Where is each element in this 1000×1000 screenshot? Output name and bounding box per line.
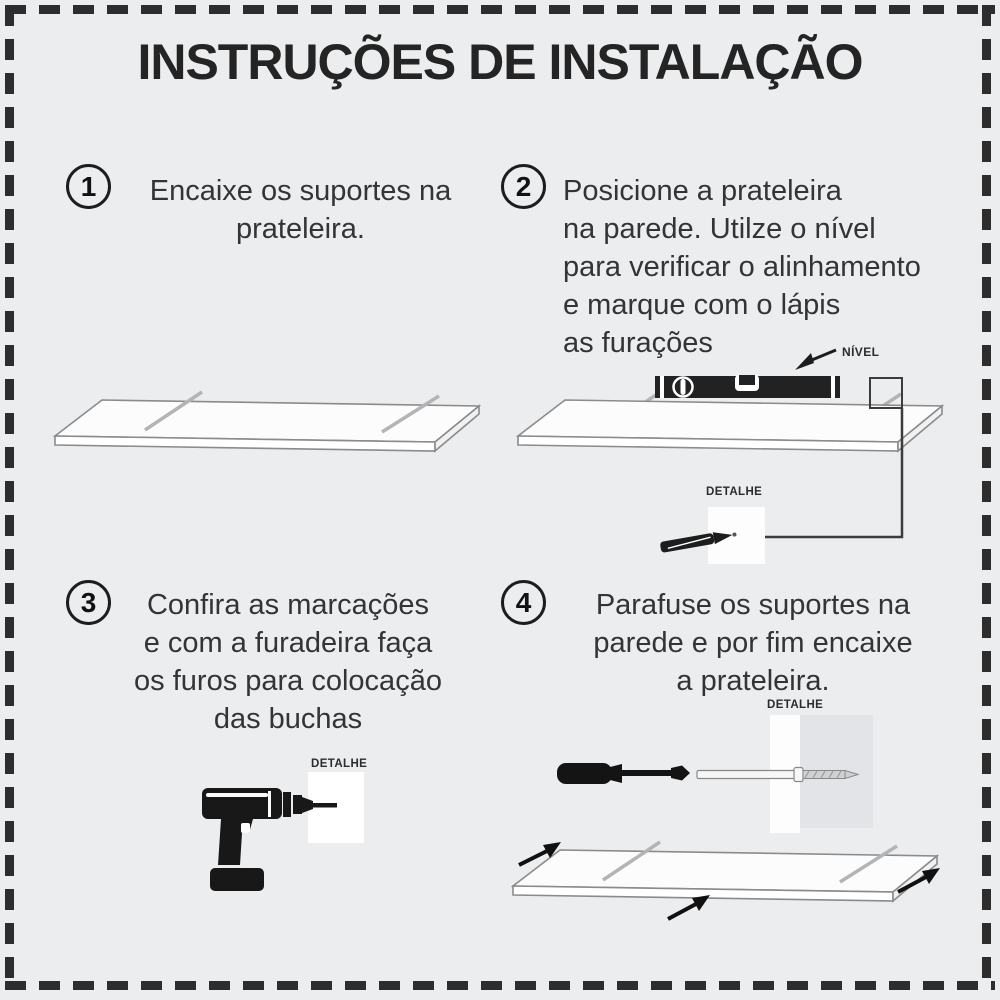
- shelf-top-face: [518, 400, 942, 442]
- level-endcap-left: [660, 376, 664, 398]
- screwdriver-icon: [557, 763, 690, 784]
- step3-line2: e com a furadeira faça: [143, 627, 433, 659]
- level-center-notch: [739, 375, 755, 385]
- direction-arrow-icon: [668, 895, 710, 919]
- step3-number-badge: 3: [66, 580, 111, 625]
- shelf-top-face: [513, 850, 937, 892]
- detalhe-label-step3: DETALHE: [311, 758, 368, 770]
- step1-number-badge: 1: [66, 164, 111, 209]
- step3-line3: os furos para colocação: [134, 665, 442, 697]
- step4-line1: Parafuse os suportes na: [595, 589, 911, 621]
- step4-line2: parede e por fim encaixe: [593, 627, 913, 659]
- step2-text: [563, 172, 973, 362]
- shelf-board-icon: [513, 842, 937, 901]
- step3-drill-illustration: [175, 752, 375, 902]
- step4-assembly-illustration: [505, 690, 965, 958]
- step4-number-badge: 4: [501, 580, 546, 625]
- detalhe-label-step2: DETALHE: [706, 486, 763, 498]
- shelf-board-icon: [55, 400, 479, 442]
- step2-number-badge: 2: [501, 164, 546, 209]
- step4-line3: a prateleira.: [676, 665, 830, 697]
- step2-line2: na parede. Utilze o nível: [563, 213, 876, 245]
- step4-text: [553, 586, 953, 700]
- nivel-arrow-icon: [795, 350, 836, 370]
- step3-line1: Confira as marcações: [146, 589, 430, 621]
- step2-line4: e marque com o lápis: [563, 289, 841, 321]
- step2-line1: Posicione a prateleira: [563, 175, 842, 207]
- level-bubble-vial: [681, 379, 686, 395]
- step1-line2: prateleira.: [236, 213, 365, 245]
- step1-line1: Encaixe os suportes na: [149, 175, 452, 207]
- dashed-border-top: [5, 5, 995, 14]
- spirit-level-icon: [655, 375, 840, 398]
- page-title: INSTRUÇÕES DE INSTALAÇÃO: [137, 34, 863, 90]
- step1-shelf-illustration: [47, 380, 487, 460]
- step3-line4: das buchas: [213, 703, 363, 735]
- nivel-label: NÍVEL: [842, 345, 880, 359]
- dashed-border-left: [5, 5, 14, 990]
- step2-line3: para verificar o alinhamento: [563, 251, 921, 283]
- step3-text: [108, 586, 468, 738]
- step1-text: [128, 172, 473, 248]
- step2-line5: as furações: [563, 327, 713, 359]
- detalhe-label-step4: DETALHE: [767, 699, 824, 711]
- step2-shelf-level-illustration: [505, 340, 960, 572]
- dashed-border-bottom: [5, 981, 995, 990]
- dashed-border-right: [982, 5, 991, 990]
- level-endcap-right: [831, 376, 835, 398]
